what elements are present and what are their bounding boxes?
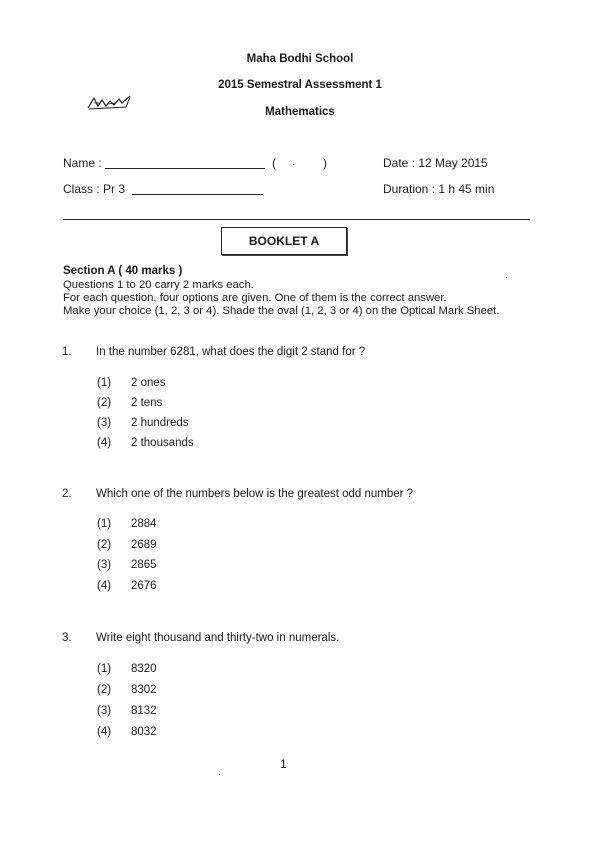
date-label: Date : 12 May 2015 [383, 156, 488, 170]
option-text: 8302 [131, 684, 157, 696]
option-text: 8320 [131, 663, 157, 675]
option-text: 2 ones [131, 377, 166, 389]
option-text: 2865 [131, 559, 157, 571]
option-text: 2 tens [131, 397, 163, 409]
name-line [105, 168, 265, 169]
question-number: 2. [62, 488, 72, 500]
instruction-line: Questions 1 to 20 carry 2 marks each. [63, 279, 254, 291]
option-text: 8132 [131, 705, 157, 717]
booklet-label: BOOKLET A [221, 227, 347, 255]
option-text: 2689 [131, 539, 157, 551]
question-text: In the number 6281, what does the digit 2 stand for ? [96, 346, 366, 358]
register-bracket-open: ( [272, 156, 276, 170]
scan-speck [506, 277, 507, 278]
register-bracket-close: ) [323, 156, 327, 170]
option-number: (2) [97, 539, 112, 551]
option-number: (2) [97, 397, 112, 409]
option-number: (1) [97, 518, 112, 530]
page-number: 1 [280, 757, 287, 771]
option-number: (4) [97, 437, 112, 449]
header-divider [63, 219, 530, 220]
subject-title: Mathematics [265, 106, 335, 118]
option-text: 2676 [131, 580, 157, 592]
option-number: (1) [97, 663, 112, 675]
option-number: (3) [97, 417, 112, 429]
instruction-line: For each question, four options are given. One of them is the correct answer. [63, 292, 447, 304]
section-title: Section A ( 40 marks ) [63, 265, 183, 277]
option-text: 8032 [131, 726, 157, 738]
option-number: (3) [97, 559, 112, 571]
class-label: Class : Pr 3 [63, 182, 126, 196]
register-bracket-dot: . [292, 154, 296, 168]
assessment-title: 2015 Semestral Assessment 1 [218, 79, 382, 91]
option-number: (1) [97, 377, 112, 389]
option-number: (2) [97, 684, 112, 696]
question-number: 3. [62, 632, 72, 644]
option-text: 2884 [131, 518, 157, 530]
question-number: 1. [62, 346, 72, 358]
option-number: (4) [97, 726, 112, 738]
option-text: 2 hundreds [131, 417, 189, 429]
class-line [132, 194, 263, 195]
instruction-line: Make your choice (1, 2, 3 or 4). Shade the oval (1, 2, 3 or 4) on the Optical Mark Sheet. [63, 305, 500, 317]
question-text: Which one of the numbers below is the greatest odd number ? [96, 488, 414, 500]
option-number: (3) [97, 705, 112, 717]
school-logo-icon [86, 94, 132, 112]
option-text: 2 thousands [131, 437, 194, 449]
option-number: (4) [97, 580, 112, 592]
duration-label: Duration : 1 h 45 min [383, 182, 495, 196]
name-label: Name : [63, 156, 102, 170]
school-name: Maha Bodhi School [246, 53, 354, 65]
scan-speck [219, 774, 220, 775]
question-text: Write eight thousand and thirty-two in numerals. [96, 632, 340, 644]
